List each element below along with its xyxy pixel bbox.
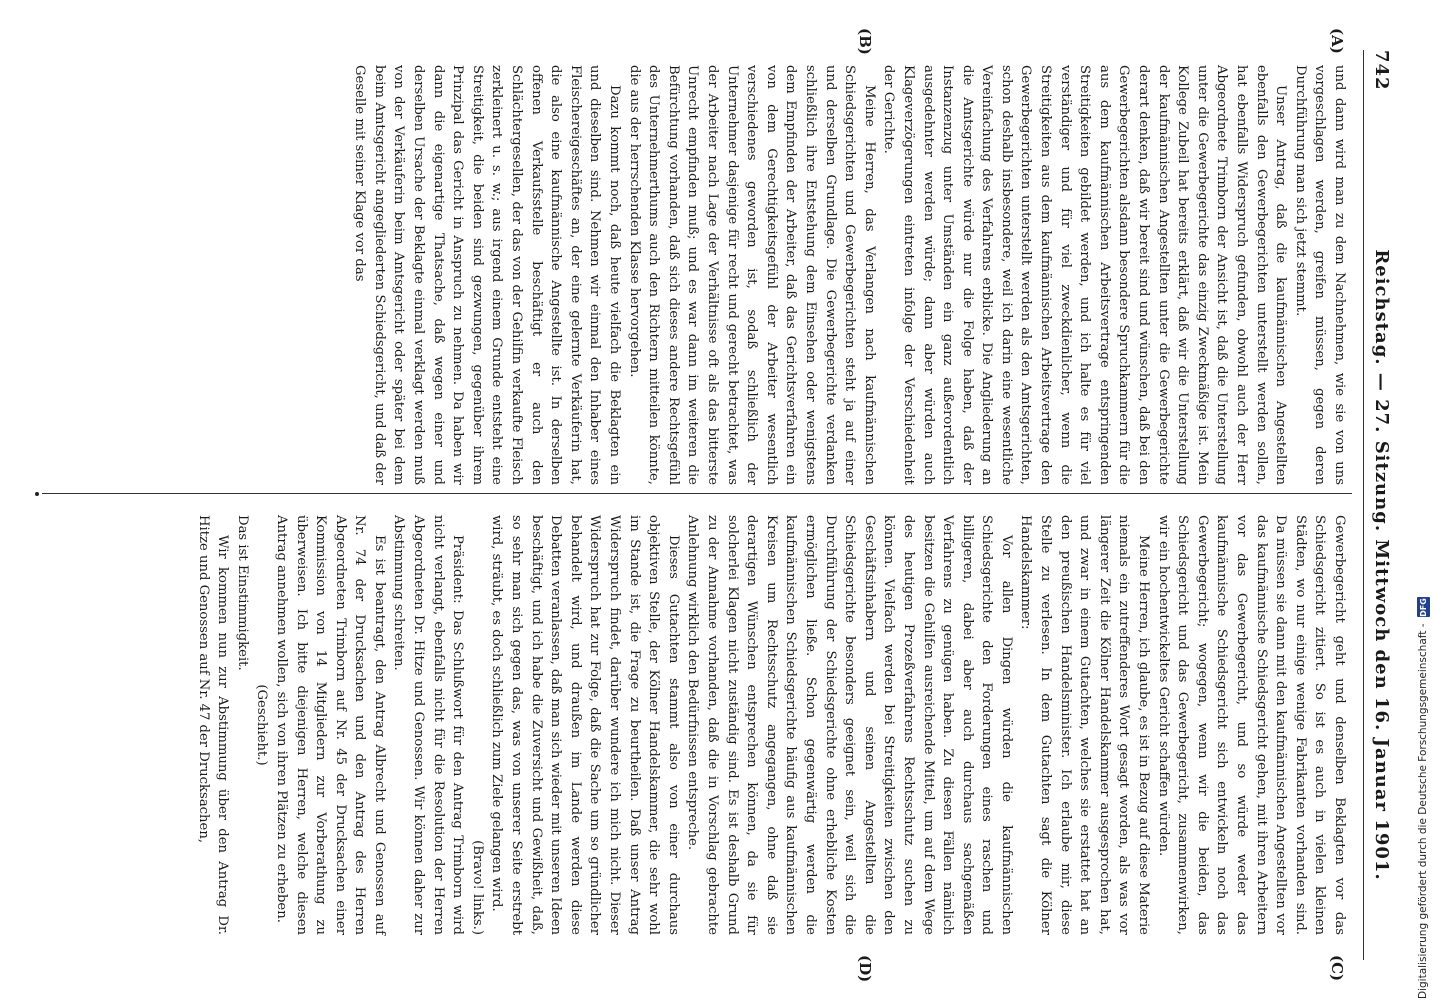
digitization-footer [1412,0,1434,999]
footer-text: Digitalisierung gefördert durch die Deutsche Forschungsgemeinschaft - [1417,623,1429,999]
interjection: (Bravo! links.) [469,840,485,935]
paragraph: Wir kommen nun zur Abstimmung über den Antrag Dr. Hitze und Genossen auf Nr. 47 der Drucksachen, [195,515,231,935]
paragraph: Dieses Gutachten stammt also von einer durchaus objektiven Stelle, der Kölner Handelskammer, die sehr wohl im Stande ist, die Frage zu beurtheilen. Daß unser Antrag Widerspruch findet, darüber wundere ich mich nicht. Dieser Widerspruch hat zur Folge, daß die Sache um so gründlicher behandelt wird, und draußen im Lande werden diese Debatten veranlassen, daß man sich wieder mit unseren Ideen beschäftigt, und ich habe die Zuversicht und Gewißheit, daß, so sehr man sich gegen das, was von unserer Seite erstrebt wird, sträubt, es doch schließlich zum Ziele gelangen wird. [489,515,681,935]
page-number: 742 [1371,50,1392,91]
margin-marker-d: (D) [856,955,874,983]
margin-marker-b: (B) [856,28,874,55]
margin-marker-a: (A) [1328,28,1346,54]
column-divider [42,493,1352,494]
dfg-logo-icon: DFG [1418,598,1428,617]
paragraph: Unser Antrag, daß die kaufmännischen Angestellten ebenfalls den Gewerbegerichten unterstellt werden sollen, hat ebenfalls Widerspruch gefunden, obwohl auch der Herr Abgeordnete Trimborn der Ansicht ist, daß die Unterstellung unter die Gewerbegerichte das einzig Zweckmäßige ist. Mein Kollege Zubeil hat bereits erklärt, daß wir die Unterstellung der kaufmännischen Angestellten unter die Gewerbegerichte derart denken, daß wir bereit sind und wünschen, daß bei den Gewerbegerichten alsdann besondere Spruchkammern für die aus dem kaufmännischen Arbeitsvertrage entspringenden Streitigkeiten gebildet werden, und ich halte es für viel verständiger und für viel zweckdienlicher, wenn die Streitigkeiten aus dem kaufmännischen Arbeitsvertrage den Gewerbegerichten unterstellt werden als den Amtsgerichten, schon deshalb insbesondere, weil ich darin eine wesentliche Vereinfachung des Verfahrens erblicke. Die Angliederung an die Amtsgerichte würde nur die Folge haben, daß der Instanzenzug unter Umständen ein ganz außerordentlich ausgedehnter werden würde; dann aber würden auch Klageverzögerungen eintreten infolge der Verschiedenheit der Gerichte. [881,65,1289,485]
interjection: (Geschieht.) [254,684,270,766]
paragraph: Präsident: Das Schlußwort für den Antrag Trimborn wird nicht verlangt, ebenfalls nicht für die Resolution der Herren Abgeordneten Dr. Hitze und Genossen. Wir können daher zur Abstimmung schreiten. [391,515,466,935]
paragraph: Meine Herren, das Verlangen nach kaufmännischen Schiedsgerichten und Gewerbegerichten steht ja auf einer und derselben Grundlage. Die Gewerbegerichte verdanken schließlich ihre Entstehung dem Einsehen oder wenigstens dem Empfinden der Arbeiter, daß das Gerichtsverfahren ein von dem Gerechtigkeitsgefühl der Arbeiter wesentlich verschiedenes geworden ist, sodaß schließlich der Unternehmer dasjenige für recht und gerecht betrachtet, was der Arbeiter nach Lage der Verhältnisse oft als das bitterste Unrecht empfinden muß; und es war dann im weiteren die Befürchtung vorhanden, daß sich dieses andere Rechtsgefühl des Unternehmerthums auch den Richtern mitteilen könnte, die aus der herrschenden Klasse hervorgehen. [626,65,877,485]
running-title: Reichstag. — 27. Sitzung. Mittwoch den 16. Januar 1901. [1371,249,1392,881]
header-rule [1363,50,1364,960]
paragraph: Gewerbegericht geht und denselben Beklagten vor das Schiedsgericht zitiert. So ist es auch in vielen kleinen Städten, wo nur einige wenige Fabrikanten vorhanden sind. Da müssen sie dann mit den kaufmännischen Angestellten vor das kaufmännische Schiedsgericht gehen, mit ihren Arbeitern vor das Gewerbegericht, und so würde weder das kaufmännische Schiedsgericht sich entwickeln noch das Gewerbegericht; wogegen, wenn wir die beiden, das Schiedsgericht und das Gewerbegericht, zusammenwirken, wir ein hochentwickeltes Gericht schaffen würden. [1155,515,1347,935]
margin-marker-c: (C) [1328,955,1346,982]
paragraph: Meine Herren, ich glaube, es ist in Bezug auf diese Materie niemals ein zutreffenderes Wort gesagt worden, als was vor längerer Zeit die Kölner Handelskammer ausgesprochen hat, und zwar in einem Gutachten, welches sie erstattet hat an den preußischen Handelsminister. Ich erlaube mir, diese Stelle zu verlesen. In dem Gutachten sagt die Kölner Handelskammer: [1018,515,1152,935]
paragraph: Dazu kommt noch, daß heute vielfach die Beklagten ein und dieselben sind. Nehmen wir einmal den Inhaber eines Fleischereigeschäftes an, der eine gelernte Verkäuferin hat, die also eine kaufmännische Angestellte ist. In derselben offenen Verkaufsstelle beschäftigt er auch den Schlächtergesellen, der das von der Gehilfin verkaufte Fleisch zerkleinert u. s. w.; aus irgend einem Grunde entsteht eine Streitigkeit, die beiden sind gezwungen, gegenüber ihrem Prinzipal das Gericht in Anspruch zu nehmen. Da haben wir dann die eigenartige Thatsache, daß wegen einer und derselben Ursache der Beklagte einmal verklagt werden muß von der Verkäuferin beim Amtsgericht oder später bei dem beim Amtsgericht angegliederten Schiedsgericht, und daß der Geselle mit seiner Klage vor das [352,65,623,485]
right-column [193,515,1349,935]
quoted-paragraph: Vor allen Dingen würden die kaufmännischen Schiedsgerichte den Forderungen eines raschen und billigeren, dabei aber auch durchaus sachgemäßen Verfahrens zu genügen haben. Zu diesen Fällen nämlich besitzen die Gehilfen ausreichende Mittel, um auf dem Wege des heutigen Prozeßverfahrens Rechtsschutz suchen zu können. Vielfach werden bei Streitigkeiten zwischen den Geschäftsinhabern und seinen Angestellten die Schiedsgerichte besonders geeignet sein, weil sich die Durchführung der Schiedsgerichte ohne erhebliche Kosten ermöglichen ließe. Schon gegenwärtig werden die kaufmännischen Schiedsgerichte häufig aus kaufmännischen Kreisen um Rechtsschutz angegangen, ohne daß sie derartigen Wünschen entsprechen können, da sie für solcherlei Klagen nicht zuständig sind. Es ist deshalb Grund zu der Annahme vorhanden, daß die in Vorschlag gebrachte Anlehnung wirklich den Bedürfnissen entspreche. [685,515,1014,935]
paragraph: Das ist Einstimmigkeit. [234,515,250,671]
left-column [350,65,1349,485]
page-dot [35,492,39,496]
paragraph: Es ist beantragt, den Antrag Albrecht und Genossen auf Nr. 74 der Drucksachen und den Antrag des Herren Abgeordneten Trimborn auf Nr. 45 der Drucksachen einer Kommission von 14 Mitgliedern zur Vorberathung zu überweisen. Ich bitte diejenigen Herren, welche diesen Antrag annehmen wollen, sich von ihren Plätzen zu erheben. [273,515,387,935]
paragraph: und dann wird man zu dem Nachnehmen, wie sie von uns vorgeschlagen werden, greifen müssen, gegen deren Durchführung man sich jetzt stemmt. [1292,65,1347,485]
